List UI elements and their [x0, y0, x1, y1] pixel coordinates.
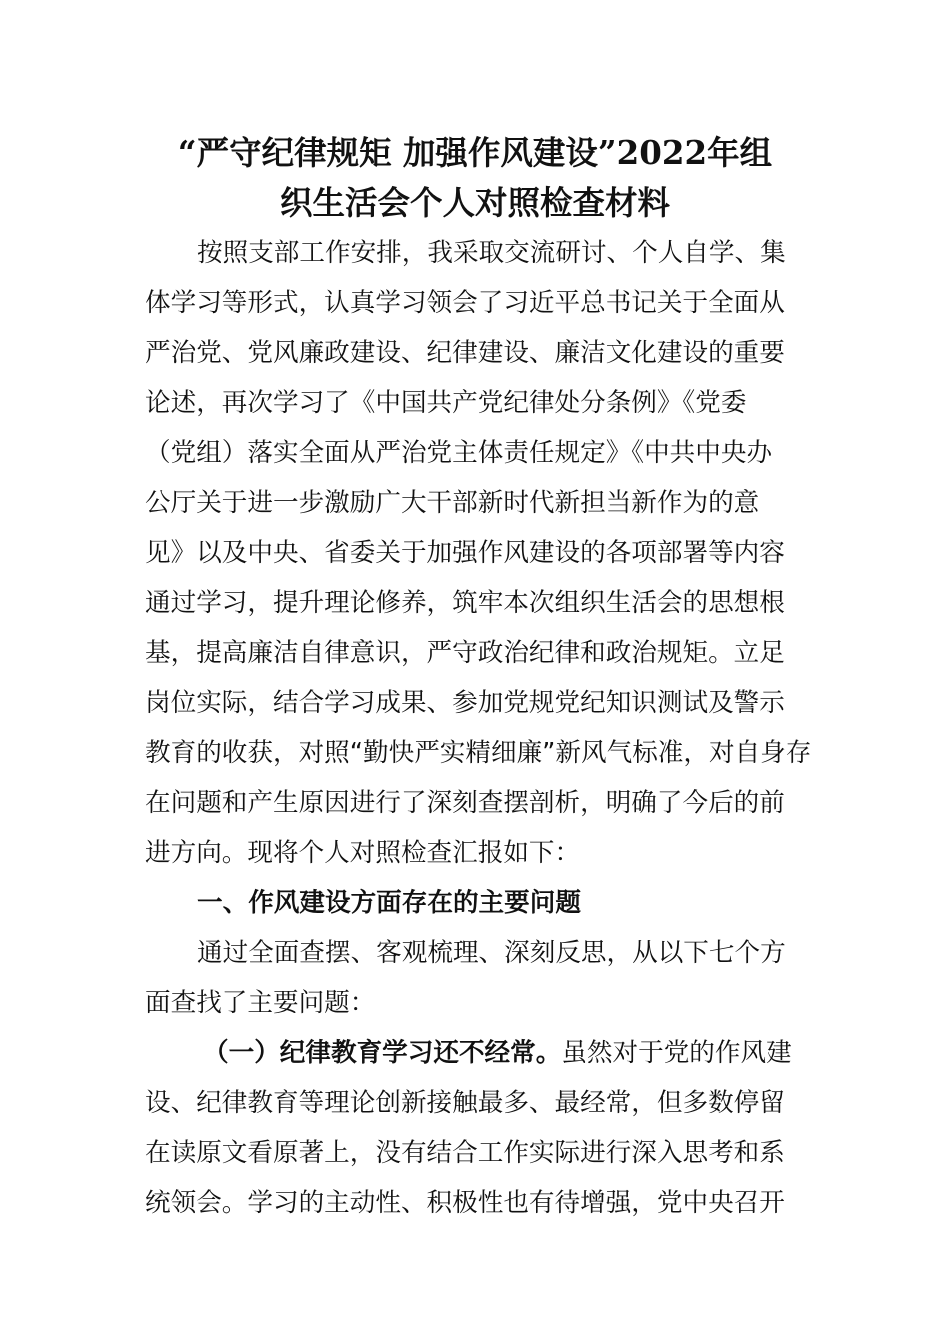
intro-line: 见》以及中央、省委关于加强作风建设的各项部署等内容 [145, 538, 785, 568]
intro-line: 体学习等形式，认真学习领会了习近平总书记关于全面从 [145, 288, 785, 318]
item-1-line: 设、纪律教育等理论创新接触最多、最经常，但多数停留 [145, 1088, 785, 1118]
intro-line: 按照支部工作安排，我采取交流研讨、个人自学、集 [197, 238, 786, 268]
intro-line: 教育的收获，对照“勤快严实精细廉”新风气标准，对自身存 [145, 738, 812, 768]
intro-line: 公厅关于进一步激励广大干部新时代新担当新作为的意 [145, 488, 760, 518]
document-page [145, 128, 812, 1228]
item-1-line: 在读原文看原著上，没有结合工作实际进行深入思考和系 [145, 1138, 785, 1168]
intro-line: 在问题和产生原因进行了深刻查摆剖析，明确了今后的前 [145, 788, 785, 818]
section-1 [145, 878, 805, 1028]
intro-line: 岗位实际，结合学习成果、参加党规党纪知识测试及警示 [145, 688, 785, 718]
item-1 [145, 1028, 805, 1228]
title-line-2: 织生活会个人对照检查材料 [279, 183, 670, 222]
item-1-line: 统领会。学习的主动性、积极性也有待增强，党中央召开 [145, 1188, 785, 1218]
intro-line: 进方向。现将个人对照检查汇报如下： [145, 838, 581, 868]
intro-line: 论述，再次学习了《中国共产党纪律处分条例》《党委 [145, 388, 747, 418]
intro-paragraph [145, 228, 812, 878]
item-1-first-line [145, 1028, 805, 1078]
section-line: 面查找了主要问题： [145, 988, 376, 1018]
intro-line: 严治党、党风廉政建设、纪律建设、廉洁文化建设的重要 [145, 338, 785, 368]
item-1-text: 虽然对于党的作风建 [561, 1038, 792, 1068]
item-1-label: （一）纪律教育学习还不经常。 [203, 1038, 562, 1068]
intro-line: （党组）落实全面从严治党主体责任规定》《中共中央办 [145, 438, 773, 468]
intro-line: 通过学习，提升理论修养，筑牢本次组织生活会的思想根 [145, 588, 785, 618]
intro-line: 基，提高廉洁自律意识，严守政治纪律和政治规矩。立足 [145, 638, 785, 668]
title-line-1: “严守纪律规矩 加强作风建设”2022年组 [177, 133, 773, 172]
document-title [145, 128, 805, 228]
section-heading: 一、作风建设方面存在的主要问题 [197, 888, 581, 918]
section-line: 通过全面查摆、客观梳理、深刻反思，从以下七个方 [197, 938, 786, 968]
